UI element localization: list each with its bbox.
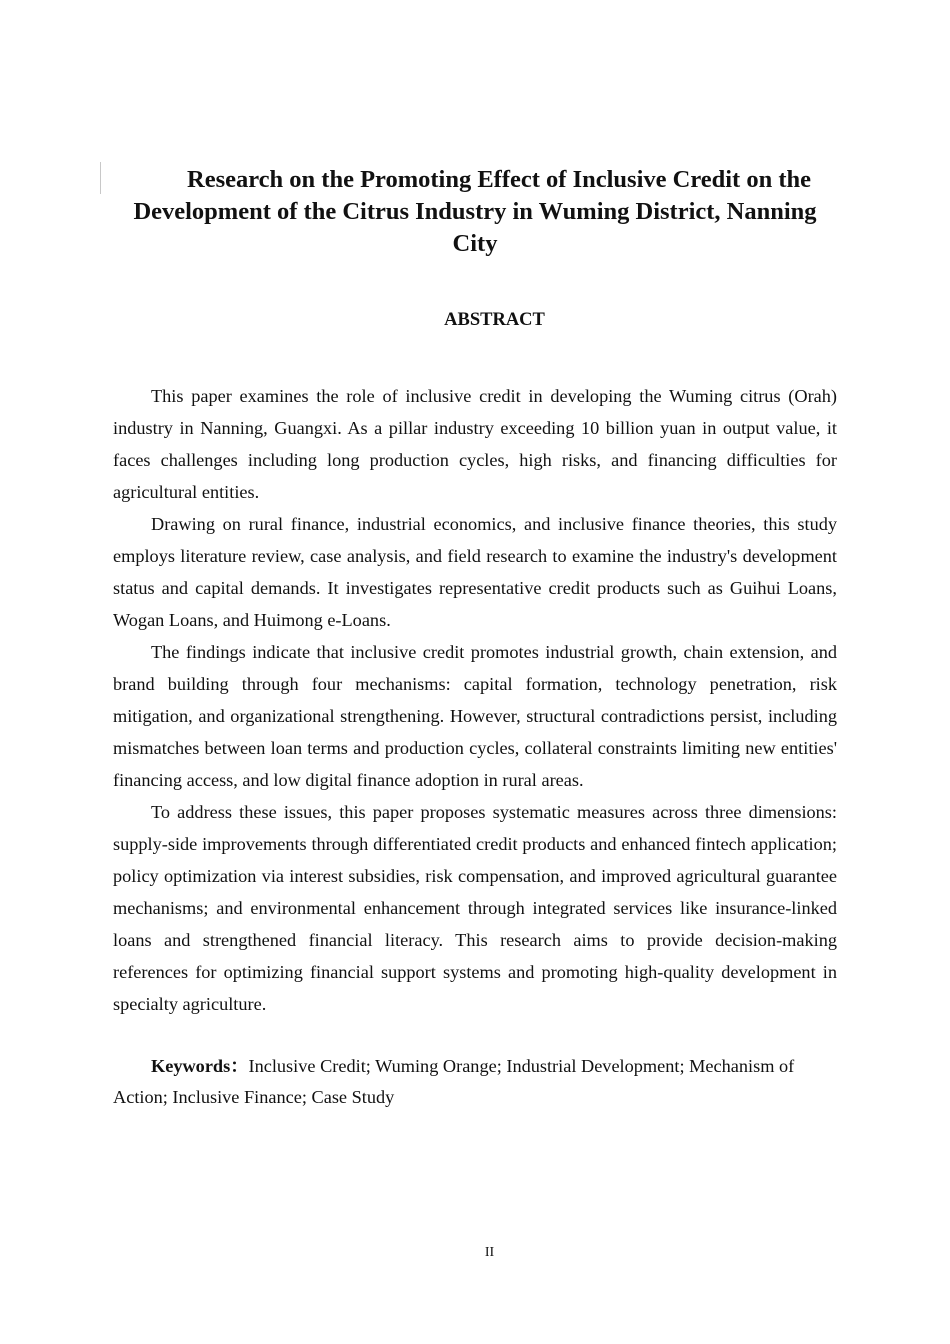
keywords-text: Inclusive Credit; Wuming Orange; Industrial Development; Mechanism of Action; Inclusive Finance; Case Study [113,1056,795,1107]
text-cursor-margin-line [100,162,101,194]
abstract-paragraph-3: The findings indicate that inclusive credit promotes industrial growth, chain extension, and brand building through four mechanisms: capital formation, technology penetration, risk mitigation, and organizational strengthening. However, structural contradictions persist, including mismatches between loan terms and production cycles, collateral constraints limiting new entities' financing access, and low digital finance adoption in rural areas. [113,642,837,790]
keywords-line [113,1051,837,1113]
abstract-heading: ABSTRACT [444,310,545,330]
page-number: II [484,1245,495,1260]
keywords-separator: ： [230,1056,249,1076]
abstract-body [113,380,837,1020]
abstract-paragraph-2: Drawing on rural finance, industrial economics, and inclusive finance theories, this study employs literature review, case analysis, and field research to examine the industry's development status and capital demands. It investigates representative credit products such as Guihui Loans, Wogan Loans, and Huimong e-Loans. [113,514,837,630]
abstract-paragraph-1: This paper examines the role of inclusive credit in developing the Wuming citrus (Orah) industry in Nanning, Guangxi. As a pillar industry exceeding 10 billion yuan in output value, it faces challenges including long production cycles, high risks, and financing difficulties for agricultural entities. [113,386,837,502]
paper-title: Research on the Promoting Effect of Inclusive Credit on the Development of the Citrus Industry in Wuming District, Nanning City [133,166,817,257]
abstract-paragraph-4: To address these issues, this paper proposes systematic measures across three dimensions: supply-side improvements through differentiated credit products and enhanced fintech application; policy optimization via interest subsidies, risk compensation, and improved agricultural guarantee mechanisms; and environmental enhancement through integrated services like insurance-linked loans and strengthened financial literacy. This research aims to provide decision-making references for optimizing financial support systems and promoting high-quality development in specialty agriculture. [113,802,837,1014]
keywords-label: Keywords [151,1056,231,1076]
